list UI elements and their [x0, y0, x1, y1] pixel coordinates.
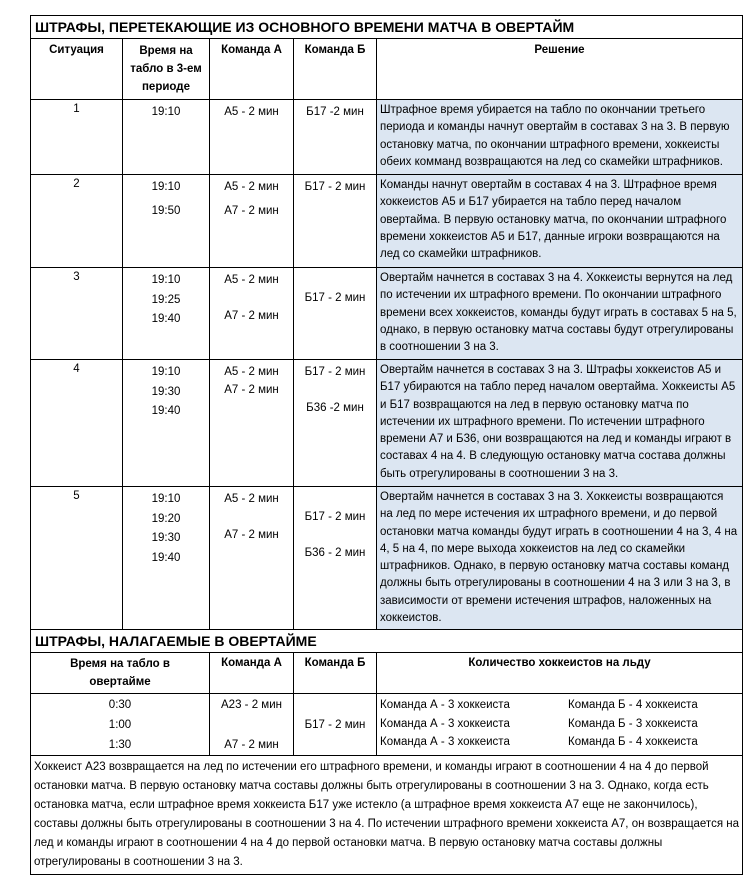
situation-number: 5 — [31, 487, 123, 630]
table-row — [31, 175, 743, 268]
count-row — [380, 715, 739, 734]
team-b-cell: Б17 - 2 мин Б36 - 2 мин — [294, 487, 377, 630]
table-row — [31, 268, 743, 360]
header-team-a: Команда А — [210, 653, 294, 694]
time-cell: 19:10 19:30 19:40 — [123, 360, 210, 487]
situation-number: 4 — [31, 360, 123, 487]
count-team-a: Команда А - 3 хоккеиста — [380, 699, 510, 712]
team-b-cell: Б17 - 2 мин — [294, 694, 377, 756]
count-team-a: Команда А - 3 хоккеиста — [380, 717, 510, 730]
header-decision: Решение — [377, 39, 743, 100]
situation-number: 2 — [31, 175, 123, 268]
player-count-cell — [377, 694, 743, 756]
decision-cell: Команды начнут овертайм в составах 4 на 3. Штрафное время хоккеистов А5 и Б17 убирается на табло перед началом овертайма. В первую остановку матча, по окончании штрафного времени хоккеистов А5 и Б17, данные игроки возвращаются на лед со скамейки штрафников. — [377, 175, 743, 268]
count-team-a: Команда А - 3 хоккеиста — [380, 736, 510, 749]
header-situation: Ситуация — [31, 39, 123, 100]
time-cell: 19:10 19:50 — [123, 175, 210, 268]
count-team-b: Команда Б - 4 хоккеиста — [568, 699, 698, 712]
situation-number: 3 — [31, 268, 123, 360]
carryover-penalties-table — [30, 15, 743, 630]
situation-number: 1 — [31, 100, 123, 175]
table-row — [31, 360, 743, 487]
decision-cell: Штрафное время убирается на табло по окончании третьего периода и команды начнут овертайм в составах 3 на 3. В первую остановку матча, по окончании штрафного времени, хоккеисты обеих комманд возвращаются на лед со скамейки штрафников. — [377, 100, 743, 175]
header-player-count: Количество хоккеистов на льду — [377, 653, 743, 694]
decision-cell: Овертайм начнется в составах 3 на 4. Хоккеисты вернутся на лед по истечении их штрафного времени. По окончании штрафного времени всех хоккеистов, команды будут играть в составах 5 на 5, однако, в первую остановку матча составы будут отрегулированы в соотношении 3 на 3. — [377, 268, 743, 360]
count-row — [380, 733, 739, 752]
table-row — [31, 100, 743, 175]
decision-cell: Овертайм начнется в составах 3 на 3. Хоккеисты возвращаются на лед по мере истечения их штрафного времени, и до первой остановки матча команды будут играть в соотношении 4 на 3, 4 на 4, 5 на 4, по мере выхода хоккеистов на лед со скамейки штрафников. Однако, в первую остановку матча составы команд должны быть отрегулированы в соотношении 4 на 3 или 3 на 3, в зависимости от времени истечения штрафов, наложенных на хоккеистов. — [377, 487, 743, 630]
section2-title: ШТРАФЫ, НАЛАГАЕМЫЕ В ОВЕРТАЙМЕ — [31, 630, 743, 653]
team-a-cell: А5 - 2 мин А7 - 2 мин — [210, 175, 294, 268]
team-b-cell: Б17 -2 мин — [294, 100, 377, 175]
header-team-b: Команда Б — [294, 39, 377, 100]
team-b-cell: Б17 - 2 мин Б36 -2 мин — [294, 360, 377, 487]
count-team-b: Команда Б - 3 хоккеиста — [568, 717, 698, 730]
page — [30, 15, 742, 875]
overtime-penalties-table — [30, 629, 743, 875]
header-time: Время на табло в 3-ем периоде — [123, 39, 210, 100]
header-team-b: Команда Б — [294, 653, 377, 694]
team-b-cell: Б17 - 2 мин — [294, 268, 377, 360]
count-team-b: Команда Б - 4 хоккеиста — [568, 736, 698, 749]
decision-cell: Овертайм начнется в составах 3 на 3. Штрафы хоккеистов А5 и Б17 убираются на табло перед началом овертайма. Хоккеисты А5 и Б17 возвращаются на лед в первую остановку матча по истечении их штрафного времени. По истечении штрафного времени А7 и Б36, они возвращаются на лед и команды играют в составах 4 на 4. В следующую остановку матча состава должны быть отрегулированы в соотношении 3 на 3. — [377, 360, 743, 487]
count-row — [380, 696, 739, 715]
time-cell: 19:10 — [123, 100, 210, 175]
table-row — [31, 487, 743, 630]
overtime-note: Хоккеист А23 возвращается на лед по истечении его штрафного времени, и команды играют в соотношении 4 на 4 до первой остановки матча. В первую остановку матча составы должны быть отрегулированы в соотношении 3 на 3. Однако, когда есть остановка матча, если штрафное время хоккеиста Б17 уже истекло (а штрафное время хоккеиста А7 еще не закончилось), составы должны быть отрегулированы в соотношении 3 на 4. По истечении штрафного времени хоккеиста А7, он возвращается на лед и команды играют в соотношении 4 на 4 до первой остановки матча. В первую остановку матча составы должны отрегулированы в соотношении 3 на 3. — [31, 756, 743, 875]
team-a-cell: А5 - 2 мин А7 - 2 мин — [210, 487, 294, 630]
section1-title: ШТРАФЫ, ПЕРЕТЕКАЮЩИЕ ИЗ ОСНОВНОГО ВРЕМЕНИ МАТЧА В ОВЕРТАЙМ — [31, 16, 743, 39]
team-b-cell: Б17 - 2 мин — [294, 175, 377, 268]
team-a-cell: А5 - 2 мин — [210, 100, 294, 175]
time-cell: 19:10 19:25 19:40 — [123, 268, 210, 360]
time-cell: 19:10 19:20 19:30 19:40 — [123, 487, 210, 630]
header-team-a: Команда А — [210, 39, 294, 100]
team-a-cell: А5 - 2 мин А7 - 2 мин — [210, 360, 294, 487]
team-a-cell: А23 - 2 мин А7 - 2 мин — [210, 694, 294, 756]
overtime-time-cell: 0:30 1:00 1:30 — [31, 694, 210, 756]
table-row — [31, 694, 743, 756]
header-overtime-time: Время на табло в овертайме — [31, 653, 210, 694]
team-a-cell: А5 - 2 мин А7 - 2 мин — [210, 268, 294, 360]
